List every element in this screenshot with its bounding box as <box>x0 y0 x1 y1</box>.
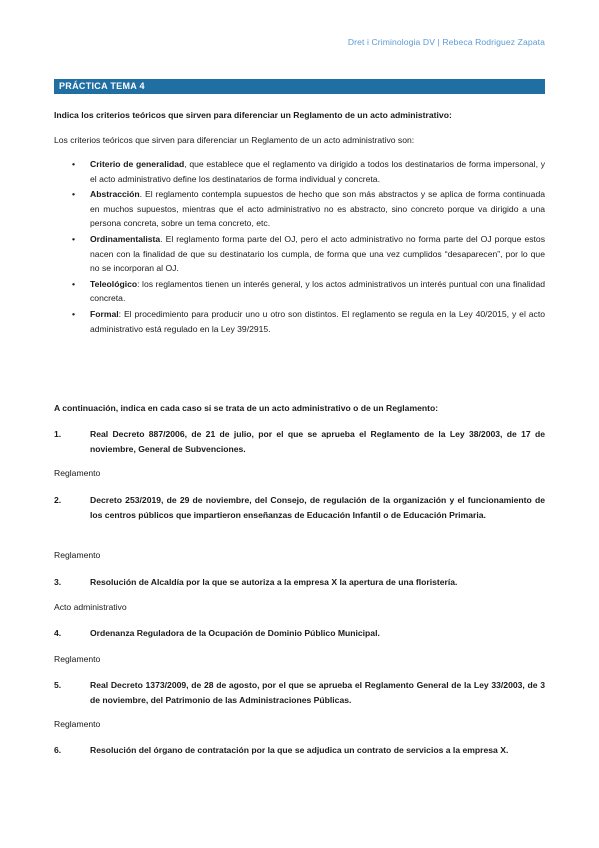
bullet-icon: • <box>72 159 76 169</box>
criteria-text: , que establece que el reglamento va dirigido a todos los destinatarios de forma impersonal, y el acto administrativo define los destinatarios de forma individual y concreta. <box>90 159 545 184</box>
list-item <box>54 678 545 707</box>
item-number: 5. <box>54 680 62 690</box>
criteria-item <box>54 277 545 306</box>
list-item <box>54 743 545 758</box>
question-2: A continuación, indica en cada caso si se trata de un acto administrativo o de un Reglamento: <box>54 403 439 413</box>
criteria-term: Formal <box>90 308 119 319</box>
intro-paragraph: Los criterios teóricos que sirven para diferenciar un Reglamento de un acto administrativo son: <box>54 135 415 145</box>
item-text: Ordenanza Reguladora de la Ocupación de Dominio Público Municipal. <box>90 628 380 638</box>
list-item <box>54 427 545 456</box>
page-header: Dret i Criminologia DV | Rebeca Rodriguez Zapata <box>347 37 545 47</box>
item-number: 1. <box>54 429 62 439</box>
criteria-item <box>54 157 545 186</box>
criteria-item <box>54 232 545 276</box>
section-banner <box>54 79 545 94</box>
bullet-icon: • <box>72 308 76 319</box>
item-text: Real Decreto 887/2006, de 21 de julio, por el que se aprueba el Reglamento de la Ley 38/2003, de 17 de noviembre, General de Subvenciones. <box>90 429 545 454</box>
item-number: 4. <box>54 628 62 638</box>
bullet-icon: • <box>72 189 76 200</box>
item-answer: Acto administrativo <box>54 602 127 612</box>
criteria-term: Teleológico <box>90 278 138 289</box>
list-item <box>54 626 545 641</box>
criteria-list <box>54 157 545 337</box>
criteria-term: Criterio de generalidad <box>90 159 185 169</box>
criteria-item <box>54 187 545 231</box>
item-text: Resolución de Alcaldía por la que se autoriza a la empresa X la apertura de una floristería. <box>90 577 458 587</box>
item-answer: Reglamento <box>54 550 101 560</box>
bullet-icon: • <box>72 278 76 289</box>
criteria-text: : El procedimiento para producir uno u otro son distintos. El reglamento se regula en la Ley 40/2015, y el acto administrativo está regulado en la Ley 39/2915. <box>90 308 545 334</box>
item-number: 6. <box>54 745 62 755</box>
item-number: 3. <box>54 577 62 587</box>
bullet-icon: • <box>72 233 76 244</box>
list-item <box>54 493 545 522</box>
criteria-term: Abstracción <box>90 189 140 200</box>
question-1: Indica los criterios teóricos que sirven para diferenciar un Reglamento de un acto administrativo: <box>54 110 452 120</box>
criteria-term: Ordinamentalista <box>90 233 161 244</box>
item-number: 2. <box>54 495 62 505</box>
item-answer: Reglamento <box>54 654 101 664</box>
item-answer: Reglamento <box>54 468 101 478</box>
criteria-text: . El reglamento contempla supuestos de hecho que son más abstractos y se aplica de forma continuada en muchos supuestos, mientras que el acto administrativo no es abstracto, sino concreto porque va dirigido a una persona concreta, sobre un tema concreto, etc. <box>90 189 545 229</box>
section-title: PRÁCTICA TEMA 4 <box>59 81 145 91</box>
item-text: Decreto 253/2019, de 29 de noviembre, del Consejo, de regulación de la organización y el funcionamiento de los centros públicos que impartieron enseñanzas de Educación Infantil o de Educación Primaria. <box>90 495 545 520</box>
item-text: Resolución del órgano de contratación por la que se adjudica un contrato de servicios a la empresa X. <box>90 745 509 755</box>
list-item <box>54 575 545 590</box>
item-answer: Reglamento <box>54 719 101 729</box>
item-text: Real Decreto 1373/2009, de 28 de agosto, por el que se aprueba el Reglamento General de la Ley 33/2003, de 3 de noviembre, del Patrimonio de las Administraciones Públicas. <box>90 680 545 705</box>
criteria-text: : los reglamentos tienen un interés general, y los actos administrativos un interés puntual con una finalidad concreta. <box>90 278 545 304</box>
criteria-text: . El reglamento forma parte del OJ, pero el acto administrativo no forma parte del OJ porque estos nacen con la finalidad de que su destinatario los cumpla, de forma que una vez cumplidos “desaparecen”, por lo que no se incorporan al OJ. <box>90 233 545 274</box>
criteria-item <box>54 307 545 336</box>
